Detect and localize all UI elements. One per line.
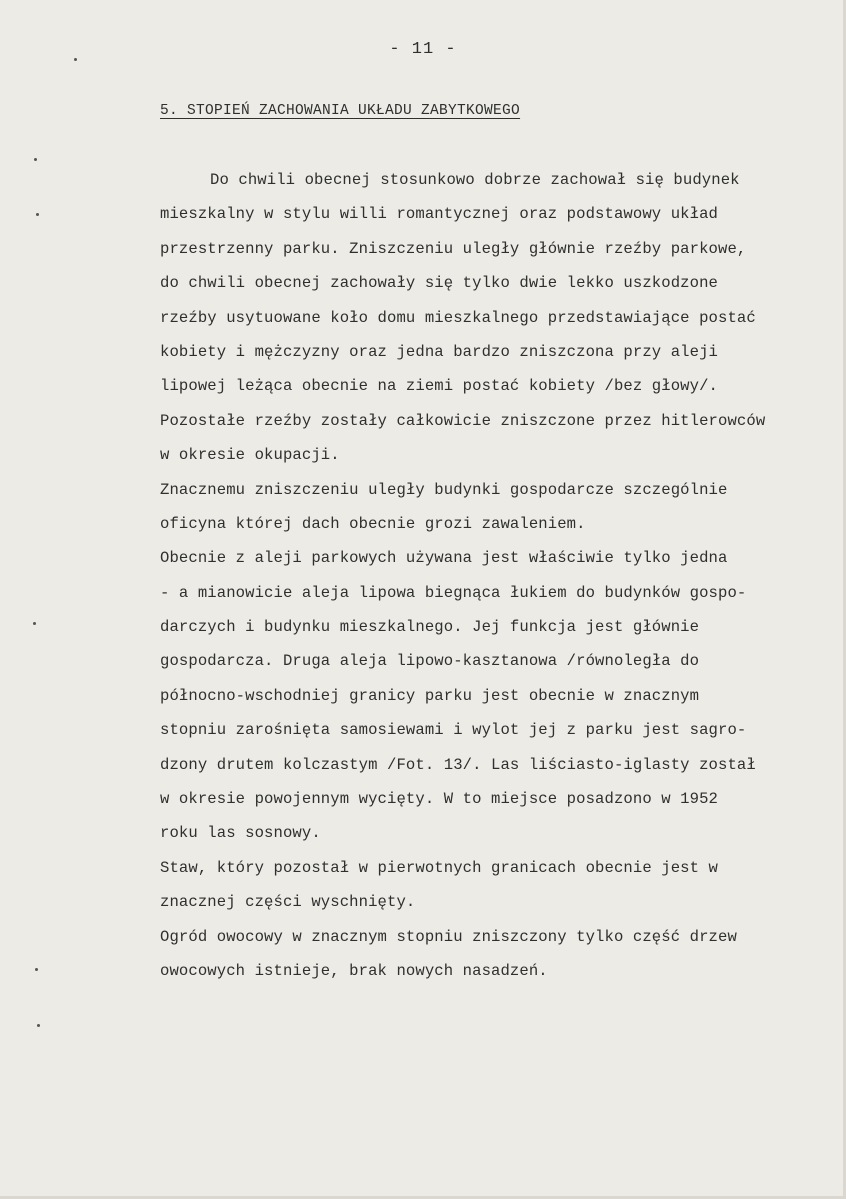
text-line: przestrzenny parku. Zniszczeniu uległy głównie rzeźby parkowe, [160, 239, 747, 258]
text-line: w okresie powojennym wycięty. W to miejsce posadzono w 1952 [160, 790, 719, 809]
margin-speck [35, 968, 38, 971]
text-line: owocowych istnieje, brak nowych nasadzeń. [160, 961, 548, 980]
margin-speck [37, 1024, 40, 1027]
text-line: kobiety i mężczyzny oraz jedna bardzo zniszczona przy aleji [160, 342, 719, 361]
text-line: północno-wschodniej granicy parku jest obecnie w znacznym [160, 686, 700, 705]
text-line: Staw, który pozostał w pierwotnych granicach obecnie jest w [160, 858, 719, 877]
text-line: Ogród owocowy w znacznym stopniu zniszczony tylko część drzew [160, 927, 737, 946]
section-heading: 5. STOPIEŃ ZACHOWANIA UKŁADU ZABYTKOWEGO [160, 103, 521, 119]
text-line: Pozostałe rzeźby zostały całkowicie zniszczone przez hitlerowców [160, 411, 766, 430]
text-line: Znacznemu zniszczeniu uległy budynki gospodarcze szczególnie [160, 480, 728, 499]
text-line: darczych i budynku mieszkalnego. Jej funkcja jest głównie [160, 618, 700, 637]
text-line: znacznej części wyschnięty. [160, 893, 416, 912]
text-line: - a mianowicie aleja lipowa biegnąca łukiem do budynków gospo- [160, 583, 747, 602]
margin-speck [74, 58, 77, 61]
text-line: stopniu zarośnięta samosiewami i wylot jej z parku jest sagro- [160, 721, 747, 740]
margin-speck [36, 213, 39, 216]
text-line: Do chwili obecnej stosunkowo dobrze zachował się budynek [210, 171, 740, 189]
body-text [160, 163, 830, 988]
page-number: - 11 - [389, 40, 457, 59]
text-line: w okresie okupacji. [160, 446, 340, 465]
text-line: rzeźby usytuowane koło domu mieszkalnego przedstawiające postać [160, 308, 756, 327]
text-line: roku las sosnowy. [160, 824, 321, 843]
margin-speck [34, 158, 37, 161]
text-line: oficyna której dach obecnie grozi zawaleniem. [160, 514, 586, 533]
text-line: lipowej leżąca obecnie na ziemi postać kobiety /bez głowy/. [160, 377, 719, 396]
text-line: gospodarcza. Druga aleja lipowo-kasztanowa /równoległa do [160, 652, 700, 671]
margin-speck [33, 622, 36, 625]
text-line: Obecnie z aleji parkowych używana jest właściwie tylko jedna [160, 549, 728, 568]
text-line: mieszkalny w stylu willi romantycznej oraz podstawowy układ [160, 205, 719, 224]
text-line: do chwili obecnej zachowały się tylko dwie lekko uszkodzone [160, 274, 719, 293]
text-line: dzony drutem kolczastym /Fot. 13/. Las liściasto-iglasty został [160, 755, 756, 774]
